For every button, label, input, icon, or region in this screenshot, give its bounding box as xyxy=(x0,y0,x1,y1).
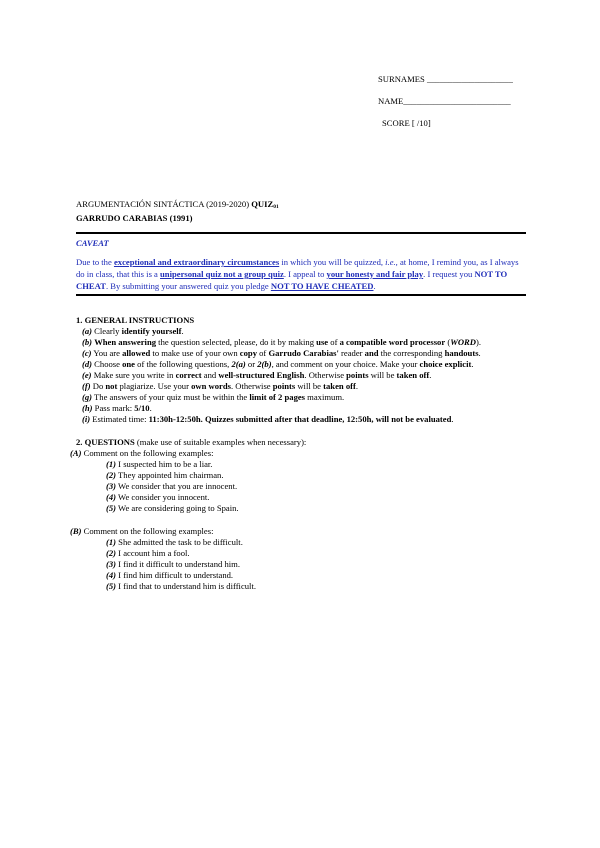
example-item: (4) I find him difficult to understand. xyxy=(106,570,234,580)
example-list xyxy=(76,537,526,592)
caveat-text: Due to the exceptional and extraordinary circumstances in which you will be quizzed, i.e., at home, I remind you, as I always do in class, that this is a unipersonal quiz not a group quiz. I appeal to your honesty and fair play. I request you NOT TO CHEAT. By submitting your answered quiz you pledge NOT TO HAVE CHEATED. xyxy=(76,257,519,291)
instruction-item: (g) The answers of your quiz must be within the limit of 2 pages maximum. xyxy=(82,392,345,402)
instruction-label: (f) xyxy=(82,381,91,391)
example-item: (5) We are considering going to Spain. xyxy=(106,503,239,513)
example-item: (4) We consider you innocent. xyxy=(106,492,210,502)
caveat-title: CAVEAT xyxy=(76,238,109,248)
student-fields xyxy=(378,74,548,140)
questions-section xyxy=(70,437,526,592)
instruction-label: (h) xyxy=(82,403,93,413)
general-instructions xyxy=(76,315,526,425)
instruction-label: (c) xyxy=(82,348,92,358)
caveat-box xyxy=(76,232,526,296)
surnames-field[interactable]: SURNAMES ____________________ xyxy=(378,74,513,84)
instruction-label: (a) xyxy=(82,326,93,336)
example-item: (3) I find it difficult to understand him. xyxy=(106,559,240,569)
question-blocks xyxy=(70,448,526,592)
quiz-label: QUIZ xyxy=(251,199,274,209)
instruction-item: (b) When answering the question selected, please, do it by making use of a compatible word processor (WORD). xyxy=(82,337,482,347)
instruction-item: (i) Estimated time: 11:30h-12:50h. Quizzes submitted after that deadline, 12:50h, will not be evaluated. xyxy=(82,414,454,424)
instruction-item: (h) Pass mark: 5/10. xyxy=(82,403,152,413)
course-heading xyxy=(76,199,526,224)
instruction-item: (c) You are allowed to make use of your own copy of Garrudo Carabias' reader and the corresponding handouts. xyxy=(82,348,481,358)
quiz-number: 01 xyxy=(273,204,279,210)
questions-title: 2. QUESTIONS (make use of suitable examples when necessary): xyxy=(76,437,307,447)
name-field[interactable]: NAME_________________________ xyxy=(378,96,511,106)
example-item: (2) They appointed him chairman. xyxy=(106,470,224,480)
instruction-label: (b) xyxy=(82,337,93,347)
example-item: (3) We consider that you are innocent. xyxy=(106,481,238,491)
instruction-label: (d) xyxy=(82,359,93,369)
instruction-label: (g) xyxy=(82,392,93,402)
score-field: SCORE [ /10] xyxy=(382,118,431,128)
question-block-heading: (B) Comment on the following examples: xyxy=(70,526,214,536)
reader-reference: GARRUDO CARABIAS (1991) xyxy=(76,213,193,223)
general-instructions-title: 1. GENERAL INSTRUCTIONS xyxy=(76,315,195,325)
instruction-item: (a) Clearly identify yourself. xyxy=(82,326,184,336)
instruction-label: (i) xyxy=(82,414,91,424)
instruction-label: (e) xyxy=(82,370,92,380)
example-item: (1) I suspected him to be a liar. xyxy=(106,459,213,469)
course-title: ARGUMENTACIÓN SINTÁCTICA (2019-2020) QUIZ01 xyxy=(76,199,279,210)
instruction-list xyxy=(76,326,526,425)
instruction-item: (e) Make sure you write in correct and well-structured English. Otherwise points will be taken off. xyxy=(82,370,432,380)
example-item: (1) She admitted the task to be difficult. xyxy=(106,537,243,547)
example-item: (5) I find that to understand him is difficult. xyxy=(106,581,256,591)
example-item: (2) I account him a fool. xyxy=(106,548,190,558)
instruction-item: (f) Do not plagiarize. Use your own words. Otherwise points will be taken off. xyxy=(82,381,358,391)
instruction-item: (d) Choose one of the following questions, 2(a) or 2(b), and comment on your choice. Make your choice explicit. xyxy=(82,359,474,369)
question-block-heading: (A) Comment on the following examples: xyxy=(70,448,214,458)
example-list xyxy=(76,459,526,514)
